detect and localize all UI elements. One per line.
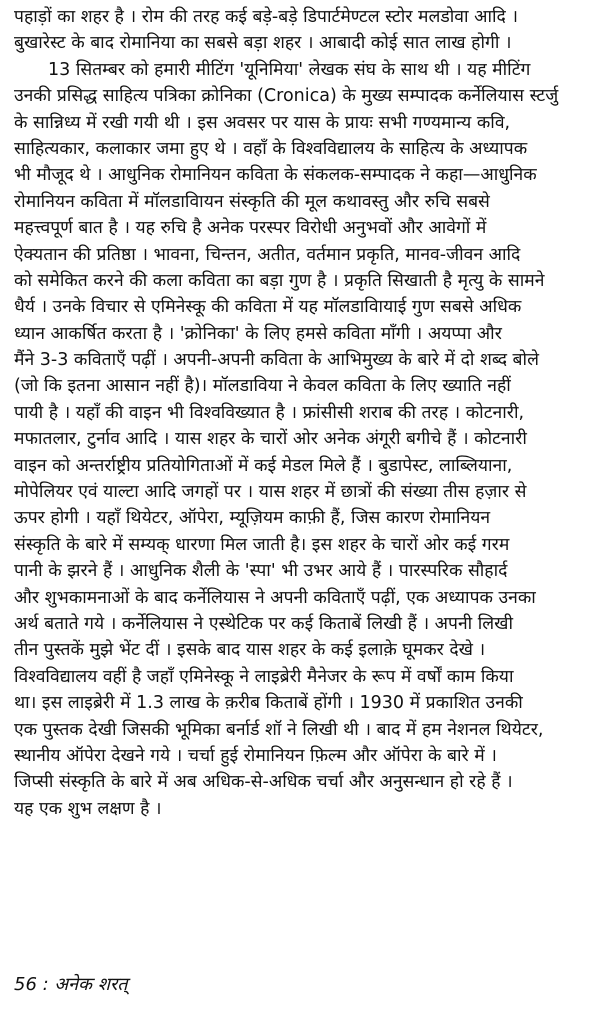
text-line: तीन पुस्तकें मुझे भेंट दीं । इसके बाद यास शहर के कई इलाक़े घूमकर देखे । xyxy=(14,640,486,661)
text-line: मोपेलियर एवं याल्टा आदि जगहों पर । यास शहर में छात्रों की संख्या तीस हज़ार से xyxy=(14,482,527,503)
body-text xyxy=(14,4,590,822)
text-line: उनकी प्रसिद्ध साहित्य पत्रिका क्रोनिका (Cronica) के मुख्य सम्पादक कर्नेलियास स्टर्जु xyxy=(14,86,559,107)
text-line: पहाड़ों का शहर है । रोम की तरह कई बड़े-बड़े डिपार्टमेण्टल स्टोर मलडोवा आदि । xyxy=(14,7,518,27)
text-line: (जो कि इतना आसान नहीं है)। मॉलडाविया ने केवल कविता के लिए ख्याति नहीं xyxy=(14,376,511,397)
text-line: धैर्य । उनके विचार से एमिनेस्कू की कविता में यह मॉलडाविायाई गुण सबसे अधिक xyxy=(14,297,522,318)
text-line: विश्वविद्यालय वहीं है जहाँ एमिनेस्कू ने लाइब्रेरी मैनेजर के रूप में वर्षों काम किया xyxy=(14,666,514,687)
text-line: जिप्सी संस्कृति के बारे में अब अधिक-से-अधिक चर्चा और अनुसन्धान हो रहे हैं । xyxy=(14,772,513,793)
text-line: ध्यान आकर्षित करता है । 'क्रोनिका' के लिए हमसे कविता माँगी । अयप्पा और xyxy=(14,323,502,344)
text-line: पानी के झरने हैं । आधुनिक शैली के 'स्पा' भी उभर आये हैं । पारस्परिक सौहार्द xyxy=(14,561,508,582)
text-line: मफातलार, टुर्नाव आदि । यास शहर के चारों ओर अनेक अंगूरी बगीचे हैं । कोटनारी xyxy=(14,429,527,450)
text-line: स्थानीय ऑपेरा देखने गये । चर्चा हुई रोमानियन फ़िल्म और ऑपेरा के बारे में । xyxy=(14,745,497,766)
text-line: के सान्निध्य में रखी गयी थी । इस अवसर पर यास के प्रायः सभी गण्यमान्य कवि, xyxy=(14,112,511,133)
text-line: अर्थ बताते गये । कर्नेलियास ने एस्थेटिक पर कई किताबें लिखी हैं । अपनी लिखी xyxy=(14,613,513,634)
text-line: मैंने 3-3 कविताएँ पढ़ीं । अपनी-अपनी कविता के आभिमुख्य के बारे में दो शब्द बोले xyxy=(14,350,539,371)
text-line: यह एक शुभ लक्षण है । xyxy=(14,798,162,819)
text-line: था। इस लाइब्रेरी में 1.3 लाख के क़रीब किताबें होंगी । 1930 में प्रकाशित उनकी xyxy=(14,693,523,714)
text-line: बुखारेस्ट के बाद रोमानिया का सबसे बड़ा शहर । आबादी कोई सात लाख होगी । xyxy=(14,33,512,54)
text-line: ऊपर होगी । यहाँ थियेटर, ऑपेरा, म्यूज़ियम काफ़ी हैं, जिस कारण रोमानियन xyxy=(14,508,491,529)
text-line: को समेकित करने की कला कविता का बड़ा गुण है । प्रकृति सिखाती है मृत्यु के सामने xyxy=(14,270,545,291)
text-line: रोमानियन कविता में मॉलडाविायन संस्कृति की मूल कथावस्तु और रुचि सबसे xyxy=(14,191,490,212)
text-line: भी मौजूद थे । आधुनिक रोमानियन कविता के संकलक-सम्पादक ने कहा—आधुनिक xyxy=(14,165,537,186)
text-line: पायी है । यहाँ की वाइन भी विश्वविख्यात है । फ्रांसीसी शराब की तरह । कोटनारी, xyxy=(14,402,525,423)
text-line: वाइन को अन्तर्राष्ट्रीय प्रतियोगिताओं में कई मेडल मिले हैं । बुडापेस्ट, लाब्लियाना, xyxy=(14,455,513,476)
text-line: महत्त्वपूर्ण बात है । यह रुचि है अनेक परस्पर विरोधी अनुभवों और आवेगों में xyxy=(14,218,487,239)
text-line: एक पुस्तक देखी जिसकी भूमिका बर्नार्ड शॉ ने लिखी थी । बाद में हम नेशनल थियेटर, xyxy=(14,719,544,740)
text-line: संस्कृति के बारे में सम्यक् धारणा मिल जाती है। इस शहर के चारों ओर कई गरम xyxy=(14,534,510,555)
page-footer: 56 : अनेक शरत् xyxy=(14,974,128,995)
text-line: ऐक्यतान की प्रतिष्ठा । भावना, चिन्तन, अतीत, वर्तमान प्रकृति, मानव-जीवन आदि xyxy=(14,244,521,265)
text-line: और शुभकामनाओं के बाद कर्नेलियास ने अपनी कविताएँ पढ़ीं, एक अध्यापक उनका xyxy=(14,587,536,608)
paragraph-start-line: 13 सितम्बर को हमारी मीटिंग 'यूनिमिया' लेखक संघ के साथ थी । यह मीटिंग xyxy=(48,59,531,80)
text-line: साहित्यकार, कलाकार जमा हुए थे । वहाँ के विश्वविद्यालय के साहित्य के अध्यापक xyxy=(14,138,528,159)
